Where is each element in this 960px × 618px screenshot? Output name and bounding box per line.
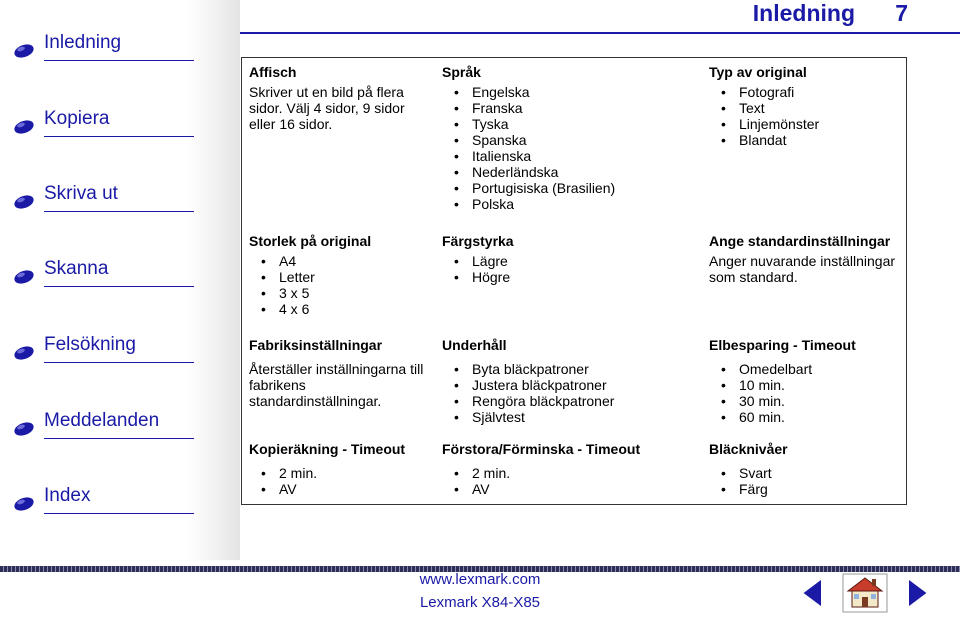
forward-arrow-icon[interactable] xyxy=(906,576,930,610)
cell-heading: Typ av original xyxy=(709,64,807,80)
cell-heading: Underhåll xyxy=(442,337,507,353)
table-cell-ange-standardinstallningar xyxy=(709,233,904,285)
cell-heading: Färgstyrka xyxy=(442,233,514,249)
cell-list xyxy=(442,253,692,285)
list-item: • 2 min. xyxy=(442,465,692,481)
cell-text: Anger nuvarande inställningar som standard. xyxy=(709,253,896,285)
list-item: • 60 min. xyxy=(709,409,904,425)
sidebar-item-label: Kopiera xyxy=(44,108,110,129)
sidebar-item-skriva-ut[interactable] xyxy=(12,175,182,215)
cell-text: Återställer inställningarna till fabrikens standardinställningar. xyxy=(249,361,424,409)
cell-text: Skriver ut en bild på flera sidor. Välj 4 sidor, 9 sidor eller 16 sidor. xyxy=(249,84,405,132)
home-icon[interactable] xyxy=(842,573,888,613)
sidebar-nav xyxy=(0,0,240,560)
cell-heading: Språk xyxy=(442,64,481,80)
cell-list xyxy=(442,361,692,425)
list-item: • Högre xyxy=(442,269,692,285)
cell-list xyxy=(709,361,904,425)
list-item: • Text xyxy=(709,100,904,116)
sidebar-item-index[interactable] xyxy=(12,477,182,517)
sidebar-item-underline xyxy=(44,136,194,137)
list-item: • Engelska xyxy=(442,84,692,100)
sidebar-item-label: Skriva ut xyxy=(44,183,118,204)
cell-heading: Ange standardinställningar xyxy=(709,233,891,249)
list-item: • 2 min. xyxy=(249,465,429,481)
nav-bullet-icon xyxy=(12,494,38,512)
cell-heading: Bläcknivåer xyxy=(709,441,788,457)
page-title: Inledning xyxy=(752,0,855,26)
sidebar-item-label: Index xyxy=(44,485,91,506)
table-cell-fabriksinstallningar xyxy=(249,337,429,409)
cell-heading: Förstora/Förminska - Timeout xyxy=(442,441,641,457)
sidebar-item-underline xyxy=(44,438,194,439)
list-item: • Självtest xyxy=(442,409,692,425)
list-item: • Tyska xyxy=(442,116,692,132)
table-cell-blacknivaer xyxy=(709,441,904,497)
list-item: • Svart xyxy=(709,465,904,481)
list-item: • Fotografi xyxy=(709,84,904,100)
cell-heading: Elbesparing - Timeout xyxy=(709,337,856,353)
list-item: • AV xyxy=(442,481,692,497)
list-item: • Omedelbart xyxy=(709,361,904,377)
cell-heading: Kopieräkning - Timeout xyxy=(249,441,406,457)
cell-heading: Fabriksinställningar xyxy=(249,337,383,353)
footer-model: Lexmark X84-X85 xyxy=(419,594,541,611)
sidebar-item-meddelanden[interactable] xyxy=(12,402,182,442)
sidebar-item-underline xyxy=(44,286,194,287)
sidebar-item-label: Skanna xyxy=(44,258,109,279)
list-item: • Byta bläckpatroner xyxy=(442,361,692,377)
sidebar-item-underline xyxy=(44,211,194,212)
list-item: • Italienska xyxy=(442,148,692,164)
list-item: • Blandat xyxy=(709,132,904,148)
cell-heading: Affisch xyxy=(249,64,297,80)
list-item: • Justera bläckpatroner xyxy=(442,377,692,393)
nav-bullet-icon xyxy=(12,117,38,135)
sidebar-item-underline xyxy=(44,513,194,514)
sidebar-item-underline xyxy=(44,362,194,363)
sidebar-item-label: Inledning xyxy=(44,32,122,53)
back-arrow-icon[interactable] xyxy=(800,576,824,610)
sidebar-item-label: Meddelanden xyxy=(44,410,160,431)
table-cell-typ-av-original xyxy=(709,64,904,148)
list-item: • Lägre xyxy=(442,253,692,269)
list-item: • Polska xyxy=(442,196,692,212)
cell-list xyxy=(709,84,904,148)
list-item: • 30 min. xyxy=(709,393,904,409)
footer-url-link[interactable]: www.lexmark.com xyxy=(419,571,541,588)
table-cell-sprak xyxy=(442,64,692,212)
table-cell-affisch xyxy=(249,64,429,132)
cell-list xyxy=(442,84,692,212)
list-item: • Portugisiska (Brasilien) xyxy=(442,180,692,196)
cell-list xyxy=(442,465,692,497)
table-cell-elbesparing-timeout xyxy=(709,337,904,425)
list-item: • 4 x 6 xyxy=(249,301,429,317)
list-item: • Rengöra bläckpatroner xyxy=(442,393,692,409)
list-item: • Färg xyxy=(709,481,904,497)
sidebar-item-kopiera[interactable] xyxy=(12,100,182,140)
sidebar-item-felsokning[interactable] xyxy=(12,326,182,366)
cell-list xyxy=(709,465,904,497)
cell-list xyxy=(249,465,429,497)
list-item: • Linjemönster xyxy=(709,116,904,132)
cell-heading: Storlek på original xyxy=(249,233,372,249)
table-cell-forstora-forminska-timeout xyxy=(442,441,692,497)
sidebar-item-label: Felsökning xyxy=(44,334,136,355)
list-item: • A4 xyxy=(249,253,429,269)
header-divider xyxy=(240,32,960,34)
sidebar-item-skanna[interactable] xyxy=(12,250,182,290)
table-cell-kopierakning-timeout xyxy=(249,441,429,497)
sidebar-item-inledning[interactable] xyxy=(12,24,182,64)
list-item: • Nederländska xyxy=(442,164,692,180)
nav-bullet-icon xyxy=(12,192,38,210)
list-item: • AV xyxy=(249,481,429,497)
list-item: • 10 min. xyxy=(709,377,904,393)
list-item: • Franska xyxy=(442,100,692,116)
list-item: • 3 x 5 xyxy=(249,285,429,301)
table-cell-underhall xyxy=(442,337,692,425)
sidebar-item-underline xyxy=(44,60,194,61)
nav-bullet-icon xyxy=(12,41,38,59)
table-cell-storlek-pa-original xyxy=(249,233,429,317)
page-number: 7 xyxy=(895,0,908,26)
table-cell-fargstyrka xyxy=(442,233,692,285)
cell-list xyxy=(249,253,429,317)
nav-bullet-icon xyxy=(12,343,38,361)
nav-bullet-icon xyxy=(12,267,38,285)
list-item: • Spanska xyxy=(442,132,692,148)
list-item: • Letter xyxy=(249,269,429,285)
nav-bullet-icon xyxy=(12,419,38,437)
